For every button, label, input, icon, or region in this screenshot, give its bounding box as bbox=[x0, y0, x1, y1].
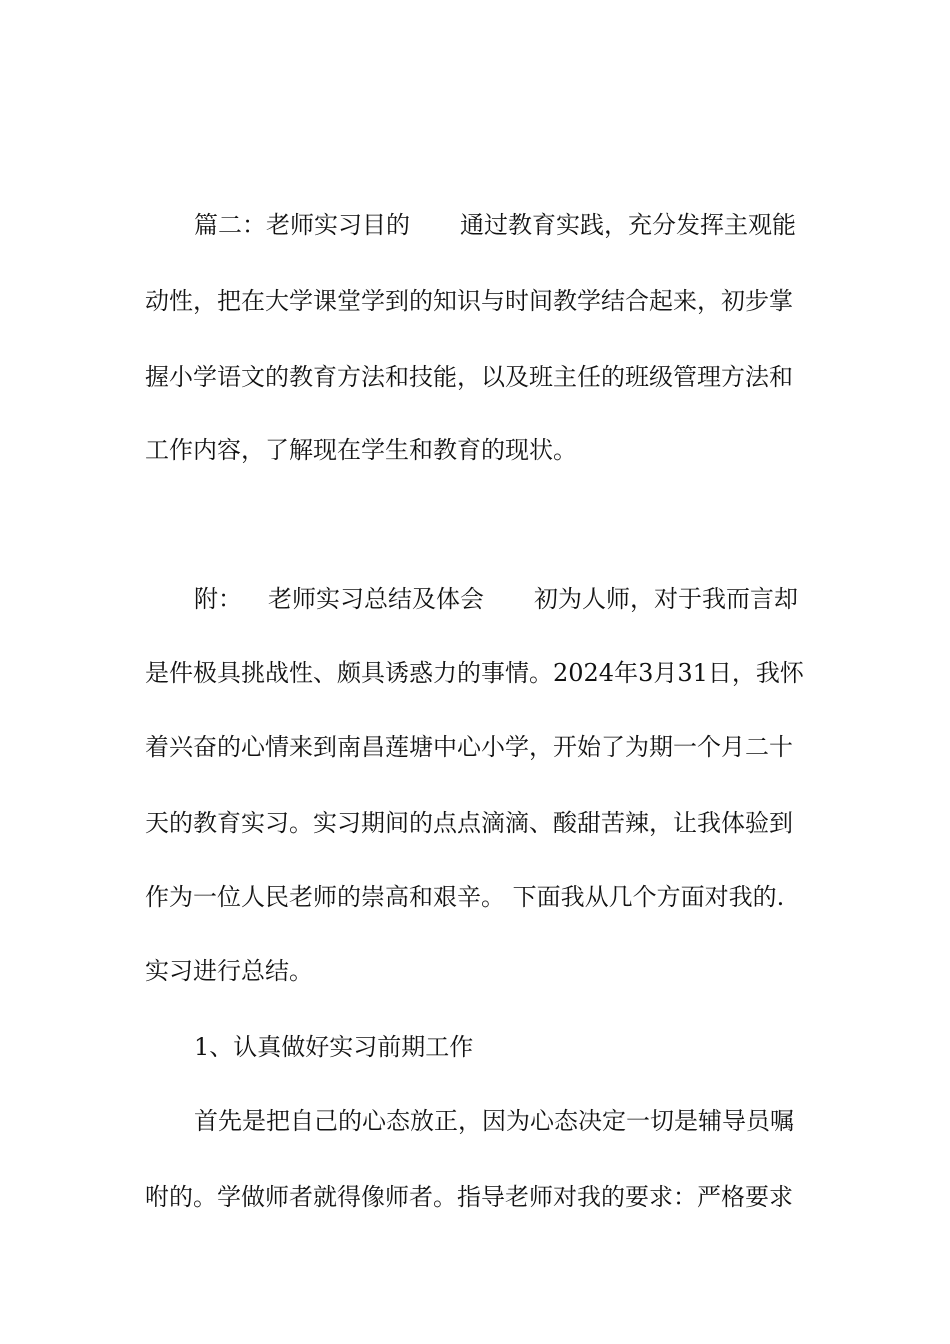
appendix-text-start: 初为人师，对于我而言却 bbox=[534, 585, 798, 613]
section2-line-4: 工作内容，了解现在学生和教育的现状。 bbox=[145, 436, 577, 464]
section2-text-start: 通过教育实践，充分发挥主观能 bbox=[460, 211, 796, 239]
section2-line-3: 握小学语文的教育方法和技能，以及班主任的班级管理方法和 bbox=[145, 363, 793, 391]
section2-line-1 bbox=[194, 209, 805, 241]
item1-para-line-1: 首先是把自己的心态放正，因为心态决定一切是辅导员嘱 bbox=[194, 1107, 794, 1135]
appendix-line-1 bbox=[194, 583, 805, 615]
appendix-line-2: 是件极具挑战性、颇具诱惑力的事情。2024年3月31日，我怀 bbox=[145, 659, 804, 687]
item1-heading: 1、认真做好实习前期工作 bbox=[194, 1033, 474, 1061]
appendix-title: 老师实习总结及体会 bbox=[268, 585, 484, 613]
appendix-line-3: 着兴奋的心情来到南昌莲塘中心小学，开始了为期一个月二十 bbox=[145, 733, 793, 761]
item1-para-line-2: 咐的。学做师者就得像师者。指导老师对我的要求：严格要求 bbox=[145, 1183, 793, 1211]
appendix-line-4: 天的教育实习。实习期间的点点滴滴、酸甜苦辣，让我体验到 bbox=[145, 809, 793, 837]
appendix-line-6: 实习进行总结。 bbox=[145, 957, 313, 985]
appendix-line-5: 作为一位人民老师的崇高和艰辛。 下面我从几个方面对我的. bbox=[145, 883, 785, 911]
appendix-label: 附： bbox=[194, 585, 242, 613]
section2-heading: 篇二：老师实习目的 bbox=[194, 211, 410, 239]
section2-line-2: 动性，把在大学课堂学到的知识与时间教学结合起来，初步掌 bbox=[145, 287, 793, 315]
